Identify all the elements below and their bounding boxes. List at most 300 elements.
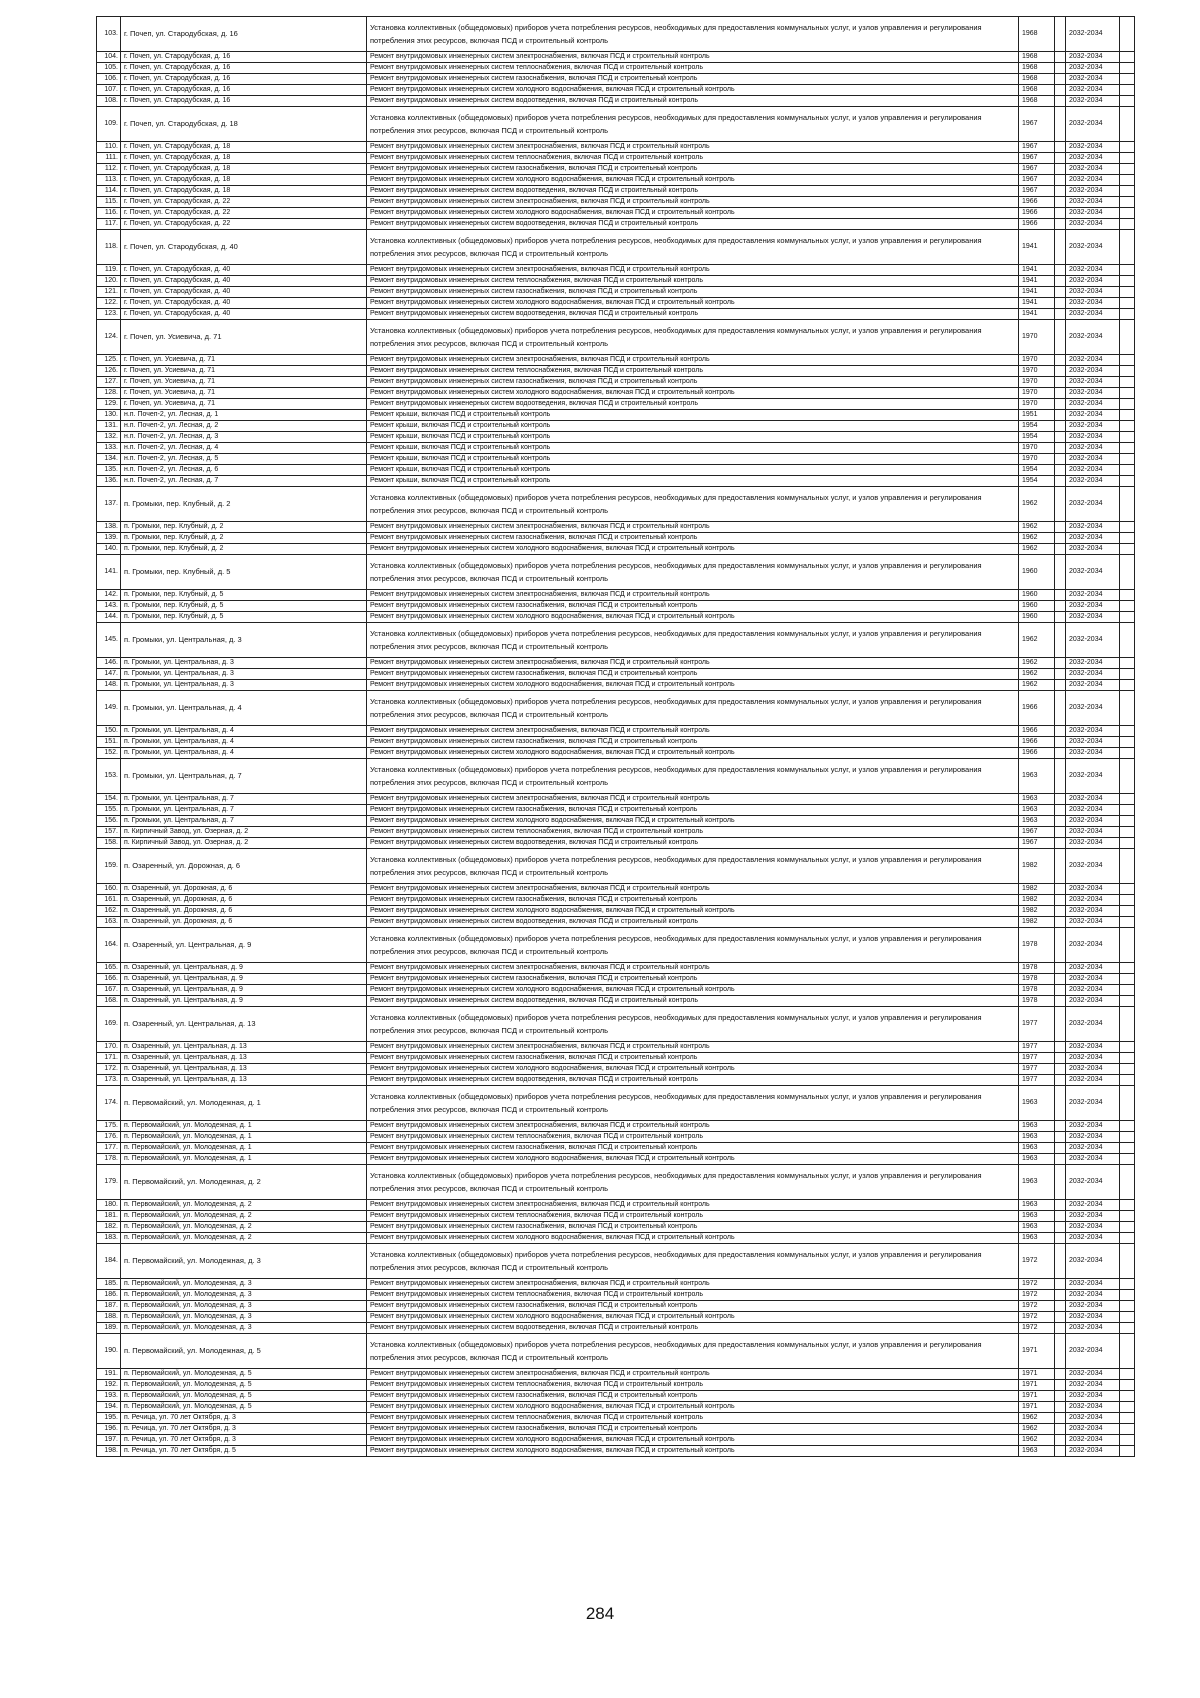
row-work-type: Ремонт внутридомовых инженерных систем холодного водоснабжения, включая ПСД и строительный контроль [367,680,1019,691]
row-empty-cell [1120,96,1135,107]
row-work-type: Ремонт внутридомовых инженерных систем водоотведения, включая ПСД и строительный контроль [367,399,1019,410]
row-empty-cell [1120,1053,1135,1064]
row-work-type: Ремонт крыши, включая ПСД и строительный контроль [367,410,1019,421]
row-empty-cell [1055,658,1066,669]
row-number: 137. [97,487,121,522]
row-number: 148. [97,680,121,691]
row-number: 172. [97,1064,121,1075]
row-empty-cell [1120,366,1135,377]
row-empty-cell [1055,1053,1066,1064]
row-year-built: 1971 [1019,1369,1055,1380]
row-work-type: Установка коллективных (общедомовых) приборов учета потребления ресурсов, необходимых для предоставления коммунальных услуг, и узлов управления и регулирования потребления этих ресурсов, включая ПСД и строительный контроль [367,17,1019,52]
row-period: 2032-2034 [1066,1323,1120,1334]
row-empty-cell [1055,287,1066,298]
row-period: 2032-2034 [1066,759,1120,794]
table-row [97,522,1135,533]
table-row [97,309,1135,320]
row-address: п. Громыки, пер. Клубный, д. 5 [121,590,367,601]
row-number: 105. [97,63,121,74]
row-number: 156. [97,816,121,827]
row-period: 2032-2034 [1066,669,1120,680]
table-row [97,827,1135,838]
row-number: 185. [97,1279,121,1290]
row-period: 2032-2034 [1066,1086,1120,1121]
row-period: 2032-2034 [1066,454,1120,465]
row-work-type: Ремонт внутридомовых инженерных систем газоснабжения, включая ПСД и строительный контроль [367,1424,1019,1435]
row-empty-cell [1120,1222,1135,1233]
row-number: 121. [97,287,121,298]
row-empty-cell [1055,838,1066,849]
table-row [97,1064,1135,1075]
row-address: п. Озаренный, ул. Дорожная, д. 6 [121,895,367,906]
row-year-built: 1963 [1019,816,1055,827]
row-number: 124. [97,320,121,355]
row-empty-cell [1120,465,1135,476]
row-empty-cell [1055,1211,1066,1222]
row-work-type: Ремонт внутридомовых инженерных систем теплоснабжения, включая ПСД и строительный контроль [367,1380,1019,1391]
row-number: 191. [97,1369,121,1380]
row-address: п. Первомайский, ул. Молодежная, д. 1 [121,1086,367,1121]
row-empty-cell [1120,544,1135,555]
row-period: 2032-2034 [1066,1064,1120,1075]
row-period: 2032-2034 [1066,1143,1120,1154]
row-year-built: 1960 [1019,590,1055,601]
row-empty-cell [1055,1334,1066,1369]
row-period: 2032-2034 [1066,366,1120,377]
row-period: 2032-2034 [1066,680,1120,691]
row-empty-cell [1120,85,1135,96]
row-number: 139. [97,533,121,544]
row-empty-cell [1055,74,1066,85]
row-number: 168. [97,996,121,1007]
row-empty-cell [1120,1007,1135,1042]
row-address: г. Почеп, ул. Стародубская, д. 40 [121,276,367,287]
table-row [97,388,1135,399]
row-empty-cell [1055,377,1066,388]
table-row [97,298,1135,309]
row-year-built: 1966 [1019,691,1055,726]
row-year-built: 1966 [1019,208,1055,219]
row-empty-cell [1055,996,1066,1007]
row-empty-cell [1120,1380,1135,1391]
row-period: 2032-2034 [1066,164,1120,175]
row-year-built: 1962 [1019,544,1055,555]
row-number: 110. [97,142,121,153]
row-work-type: Ремонт внутридомовых инженерных систем газоснабжения, включая ПСД и строительный контроль [367,601,1019,612]
row-number: 151. [97,737,121,748]
row-number: 119. [97,265,121,276]
row-empty-cell [1120,164,1135,175]
row-empty-cell [1055,432,1066,443]
row-period: 2032-2034 [1066,1312,1120,1323]
row-address: п. Громыки, ул. Центральная, д. 4 [121,737,367,748]
row-year-built: 1970 [1019,320,1055,355]
row-number: 188. [97,1312,121,1323]
row-year-built: 1971 [1019,1380,1055,1391]
row-work-type: Ремонт крыши, включая ПСД и строительный контроль [367,443,1019,454]
row-empty-cell [1055,623,1066,658]
row-year-built: 1978 [1019,974,1055,985]
row-empty-cell [1055,265,1066,276]
row-number: 144. [97,612,121,623]
row-year-built: 1954 [1019,465,1055,476]
row-year-built: 1963 [1019,1446,1055,1457]
row-year-built: 1941 [1019,309,1055,320]
page-number: 284 [585,1604,615,1623]
row-period: 2032-2034 [1066,590,1120,601]
row-address: п. Озаренный, ул. Центральная, д. 9 [121,996,367,1007]
row-period: 2032-2034 [1066,612,1120,623]
table-row [97,1290,1135,1301]
row-empty-cell [1055,884,1066,895]
table-row [97,355,1135,366]
row-address: г. Почеп, ул. Стародубская, д. 16 [121,74,367,85]
row-year-built: 1972 [1019,1244,1055,1279]
row-work-type: Установка коллективных (общедомовых) приборов учета потребления ресурсов, необходимых для предоставления коммунальных услуг, и узлов управления и регулирования потребления этих ресурсов, включая ПСД и строительный контроль [367,1244,1019,1279]
table-row [97,85,1135,96]
row-empty-cell [1055,691,1066,726]
row-empty-cell [1055,1413,1066,1424]
row-address: н.п. Почеп-2, ул. Лесная, д. 4 [121,443,367,454]
row-year-built: 1966 [1019,748,1055,759]
row-year-built: 1977 [1019,1064,1055,1075]
row-period: 2032-2034 [1066,974,1120,985]
row-number: 103. [97,17,121,52]
row-empty-cell [1120,309,1135,320]
row-address: п. Первомайский, ул. Молодежная, д. 2 [121,1211,367,1222]
table-row [97,963,1135,974]
row-year-built: 1972 [1019,1279,1055,1290]
row-empty-cell [1055,454,1066,465]
row-work-type: Ремонт внутридомовых инженерных систем газоснабжения, включая ПСД и строительный контроль [367,1301,1019,1312]
row-address: п. Громыки, ул. Центральная, д. 4 [121,748,367,759]
row-address: п. Первомайский, ул. Молодежная, д. 3 [121,1323,367,1334]
row-number: 197. [97,1435,121,1446]
row-empty-cell [1055,759,1066,794]
row-empty-cell [1055,1312,1066,1323]
row-work-type: Ремонт крыши, включая ПСД и строительный контроль [367,432,1019,443]
row-year-built: 1962 [1019,1424,1055,1435]
row-empty-cell [1055,794,1066,805]
row-period: 2032-2034 [1066,838,1120,849]
row-empty-cell [1055,96,1066,107]
row-empty-cell [1120,476,1135,487]
row-address: г. Почеп, ул. Стародубская, д. 22 [121,219,367,230]
row-number: 136. [97,476,121,487]
row-empty-cell [1055,533,1066,544]
row-number: 134. [97,454,121,465]
row-work-type: Установка коллективных (общедомовых) приборов учета потребления ресурсов, необходимых для предоставления коммунальных услуг, и узлов управления и регулирования потребления этих ресурсов, включая ПСД и строительный контроль [367,691,1019,726]
row-period: 2032-2034 [1066,1042,1120,1053]
row-address: п. Громыки, ул. Центральная, д. 3 [121,669,367,680]
row-work-type: Ремонт внутридомовых инженерных систем холодного водоснабжения, включая ПСД и строительный контроль [367,816,1019,827]
row-empty-cell [1120,1042,1135,1053]
row-empty-cell [1055,601,1066,612]
row-address: г. Почеп, ул. Стародубская, д. 18 [121,164,367,175]
row-year-built: 1963 [1019,1211,1055,1222]
row-empty-cell [1120,1323,1135,1334]
row-empty-cell [1055,1154,1066,1165]
row-number: 131. [97,421,121,432]
row-number: 154. [97,794,121,805]
row-address: п. Громыки, пер. Клубный, д. 5 [121,555,367,590]
row-number: 108. [97,96,121,107]
row-number: 176. [97,1132,121,1143]
table-row [97,208,1135,219]
row-period: 2032-2034 [1066,1446,1120,1457]
row-year-built: 1977 [1019,1053,1055,1064]
row-empty-cell [1055,1435,1066,1446]
table-row [97,974,1135,985]
row-year-built: 1968 [1019,17,1055,52]
table-row [97,421,1135,432]
row-year-built: 1968 [1019,74,1055,85]
row-work-type: Ремонт внутридомовых инженерных систем водоотведения, включая ПСД и строительный контроль [367,838,1019,849]
row-empty-cell [1055,748,1066,759]
table-row [97,454,1135,465]
row-period: 2032-2034 [1066,895,1120,906]
row-empty-cell [1120,63,1135,74]
table-row [97,601,1135,612]
table-row [97,1086,1135,1121]
row-work-type: Ремонт внутридомовых инженерных систем холодного водоснабжения, включая ПСД и строительный контроль [367,1446,1019,1457]
row-period: 2032-2034 [1066,1290,1120,1301]
row-period: 2032-2034 [1066,805,1120,816]
row-empty-cell [1055,175,1066,186]
row-empty-cell [1055,726,1066,737]
row-year-built: 1960 [1019,555,1055,590]
row-work-type: Ремонт крыши, включая ПСД и строительный контроль [367,476,1019,487]
row-empty-cell [1120,1143,1135,1154]
row-empty-cell [1120,522,1135,533]
row-empty-cell [1120,175,1135,186]
row-address: н.п. Почеп-2, ул. Лесная, д. 1 [121,410,367,421]
row-work-type: Ремонт внутридомовых инженерных систем холодного водоснабжения, включая ПСД и строительный контроль [367,208,1019,219]
row-period: 2032-2034 [1066,1244,1120,1279]
row-period: 2032-2034 [1066,963,1120,974]
row-year-built: 1951 [1019,410,1055,421]
row-period: 2032-2034 [1066,230,1120,265]
row-period: 2032-2034 [1066,726,1120,737]
row-work-type: Ремонт внутридомовых инженерных систем холодного водоснабжения, включая ПСД и строительный контроль [367,1064,1019,1075]
row-work-type: Установка коллективных (общедомовых) приборов учета потребления ресурсов, необходимых для предоставления коммунальных услуг, и узлов управления и регулирования потребления этих ресурсов, включая ПСД и строительный контроль [367,849,1019,884]
table-row [97,465,1135,476]
row-empty-cell [1120,432,1135,443]
row-work-type: Установка коллективных (общедомовых) приборов учета потребления ресурсов, необходимых для предоставления коммунальных услуг, и узлов управления и регулирования потребления этих ресурсов, включая ПСД и строительный контроль [367,107,1019,142]
row-period: 2032-2034 [1066,601,1120,612]
row-period: 2032-2034 [1066,219,1120,230]
row-year-built: 1966 [1019,737,1055,748]
row-empty-cell [1055,1424,1066,1435]
table-row [97,1244,1135,1279]
row-number: 123. [97,309,121,320]
row-empty-cell [1120,906,1135,917]
row-work-type: Ремонт внутридомовых инженерных систем электроснабжения, включая ПСД и строительный контроль [367,1121,1019,1132]
row-number: 175. [97,1121,121,1132]
table-row [97,623,1135,658]
row-empty-cell [1055,85,1066,96]
row-empty-cell [1055,1301,1066,1312]
row-work-type: Ремонт внутридомовых инженерных систем электроснабжения, включая ПСД и строительный контроль [367,794,1019,805]
row-empty-cell [1055,164,1066,175]
row-number: 170. [97,1042,121,1053]
row-year-built: 1968 [1019,52,1055,63]
row-year-built: 1982 [1019,917,1055,928]
row-work-type: Установка коллективных (общедомовых) приборов учета потребления ресурсов, необходимых для предоставления коммунальных услуг, и узлов управления и регулирования потребления этих ресурсов, включая ПСД и строительный контроль [367,320,1019,355]
row-empty-cell [1055,355,1066,366]
row-work-type: Ремонт внутридомовых инженерных систем газоснабжения, включая ПСД и строительный контроль [367,533,1019,544]
row-work-type: Ремонт внутридомовых инженерных систем теплоснабжения, включая ПСД и строительный контроль [367,63,1019,74]
row-work-type: Ремонт внутридомовых инженерных систем холодного водоснабжения, включая ПСД и строительный контроль [367,985,1019,996]
row-work-type: Установка коллективных (общедомовых) приборов учета потребления ресурсов, необходимых для предоставления коммунальных услуг, и узлов управления и регулирования потребления этих ресурсов, включая ПСД и строительный контроль [367,1086,1019,1121]
row-address: п. Озаренный, ул. Центральная, д. 9 [121,928,367,963]
row-number: 173. [97,1075,121,1086]
row-year-built: 1966 [1019,219,1055,230]
row-work-type: Ремонт внутридомовых инженерных систем электроснабжения, включая ПСД и строительный контроль [367,963,1019,974]
table-row [97,287,1135,298]
row-empty-cell [1120,197,1135,208]
table-row [97,805,1135,816]
row-period: 2032-2034 [1066,1233,1120,1244]
row-address: п. Громыки, ул. Центральная, д. 3 [121,680,367,691]
row-period: 2032-2034 [1066,555,1120,590]
row-empty-cell [1055,1222,1066,1233]
row-empty-cell [1120,399,1135,410]
row-number: 167. [97,985,121,996]
row-number: 146. [97,658,121,669]
row-empty-cell [1120,265,1135,276]
row-year-built: 1941 [1019,230,1055,265]
row-address: г. Почеп, ул. Стародубская, д. 18 [121,175,367,186]
row-work-type: Ремонт внутридомовых инженерных систем холодного водоснабжения, включая ПСД и строительный контроль [367,85,1019,96]
table-row [97,1435,1135,1446]
row-year-built: 1962 [1019,623,1055,658]
row-work-type: Ремонт внутридомовых инженерных систем холодного водоснабжения, включая ПСД и строительный контроль [367,298,1019,309]
row-period: 2032-2034 [1066,287,1120,298]
row-empty-cell [1120,748,1135,759]
row-period: 2032-2034 [1066,1211,1120,1222]
row-address: п. Первомайский, ул. Молодежная, д. 3 [121,1301,367,1312]
row-work-type: Ремонт внутридомовых инженерных систем газоснабжения, включая ПСД и строительный контроль [367,1391,1019,1402]
table-row [97,1301,1135,1312]
row-empty-cell [1055,1290,1066,1301]
row-address: н.п. Почеп-2, ул. Лесная, д. 7 [121,476,367,487]
row-year-built: 1963 [1019,1132,1055,1143]
row-work-type: Ремонт внутридомовых инженерных систем электроснабжения, включая ПСД и строительный контроль [367,522,1019,533]
row-period: 2032-2034 [1066,265,1120,276]
row-number: 178. [97,1154,121,1165]
row-work-type: Ремонт внутридомовых инженерных систем водоотведения, включая ПСД и строительный контроль [367,309,1019,320]
table-row [97,849,1135,884]
row-work-type: Ремонт внутридомовых инженерных систем электроснабжения, включая ПСД и строительный контроль [367,726,1019,737]
row-empty-cell [1120,1075,1135,1086]
row-number: 111. [97,153,121,164]
table-row [97,737,1135,748]
row-empty-cell [1120,759,1135,794]
row-work-type: Ремонт крыши, включая ПСД и строительный контроль [367,454,1019,465]
row-empty-cell [1120,928,1135,963]
row-address: п. Первомайский, ул. Молодежная, д. 2 [121,1165,367,1200]
row-address: п. Громыки, пер. Клубный, д. 2 [121,544,367,555]
row-address: г. Почеп, ул. Стародубская, д. 18 [121,107,367,142]
row-address: п. Озаренный, ул. Дорожная, д. 6 [121,849,367,884]
row-year-built: 1963 [1019,1086,1055,1121]
row-period: 2032-2034 [1066,63,1120,74]
row-empty-cell [1055,963,1066,974]
row-work-type: Ремонт внутридомовых инженерных систем теплоснабжения, включая ПСД и строительный контроль [367,827,1019,838]
row-work-type: Ремонт внутридомовых инженерных систем газоснабжения, включая ПСД и строительный контроль [367,895,1019,906]
row-empty-cell [1055,186,1066,197]
row-year-built: 1954 [1019,421,1055,432]
row-empty-cell [1055,917,1066,928]
table-row [97,759,1135,794]
row-year-built: 1972 [1019,1312,1055,1323]
row-year-built: 1962 [1019,669,1055,680]
row-empty-cell [1055,1165,1066,1200]
row-period: 2032-2034 [1066,399,1120,410]
row-empty-cell [1055,107,1066,142]
row-year-built: 1962 [1019,1413,1055,1424]
row-year-built: 1963 [1019,805,1055,816]
table-row [97,884,1135,895]
row-work-type: Ремонт внутридомовых инженерных систем теплоснабжения, включая ПСД и строительный контроль [367,1290,1019,1301]
row-empty-cell [1120,1279,1135,1290]
row-number: 143. [97,601,121,612]
row-address: п. Озаренный, ул. Дорожная, д. 6 [121,917,367,928]
row-number: 129. [97,399,121,410]
row-work-type: Ремонт внутридомовых инженерных систем водоотведения, включая ПСД и строительный контроль [367,1323,1019,1334]
row-empty-cell [1055,555,1066,590]
row-period: 2032-2034 [1066,1413,1120,1424]
row-year-built: 1963 [1019,1222,1055,1233]
row-year-built: 1967 [1019,164,1055,175]
row-empty-cell [1120,884,1135,895]
row-empty-cell [1120,985,1135,996]
table-row [97,691,1135,726]
row-address: п. Первомайский, ул. Молодежная, д. 3 [121,1312,367,1323]
row-year-built: 1978 [1019,996,1055,1007]
row-period: 2032-2034 [1066,107,1120,142]
table-row [97,487,1135,522]
row-empty-cell [1055,309,1066,320]
row-work-type: Ремонт внутридомовых инженерных систем электроснабжения, включая ПСД и строительный контроль [367,658,1019,669]
row-period: 2032-2034 [1066,208,1120,219]
row-year-built: 1962 [1019,487,1055,522]
row-empty-cell [1055,827,1066,838]
row-period: 2032-2034 [1066,487,1120,522]
row-address: п. Озаренный, ул. Дорожная, д. 6 [121,906,367,917]
row-number: 132. [97,432,121,443]
table-row [97,265,1135,276]
row-work-type: Ремонт внутридомовых инженерных систем электроснабжения, включая ПСД и строительный контроль [367,52,1019,63]
table-row [97,230,1135,265]
row-empty-cell [1055,197,1066,208]
row-work-type: Ремонт внутридомовых инженерных систем водоотведения, включая ПСД и строительный контроль [367,186,1019,197]
row-period: 2032-2034 [1066,658,1120,669]
row-empty-cell [1120,287,1135,298]
row-number: 126. [97,366,121,377]
row-empty-cell [1120,1064,1135,1075]
row-work-type: Установка коллективных (общедомовых) приборов учета потребления ресурсов, необходимых для предоставления коммунальных услуг, и узлов управления и регулирования потребления этих ресурсов, включая ПСД и строительный контроль [367,1334,1019,1369]
row-empty-cell [1120,1086,1135,1121]
row-work-type: Ремонт внутридомовых инженерных систем газоснабжения, включая ПСД и строительный контроль [367,669,1019,680]
row-empty-cell [1120,963,1135,974]
row-address: г. Почеп, ул. Стародубская, д. 16 [121,52,367,63]
row-empty-cell [1120,533,1135,544]
row-year-built: 1963 [1019,1165,1055,1200]
table-row [97,1222,1135,1233]
row-address: г. Почеп, ул. Усиевича, д. 71 [121,366,367,377]
